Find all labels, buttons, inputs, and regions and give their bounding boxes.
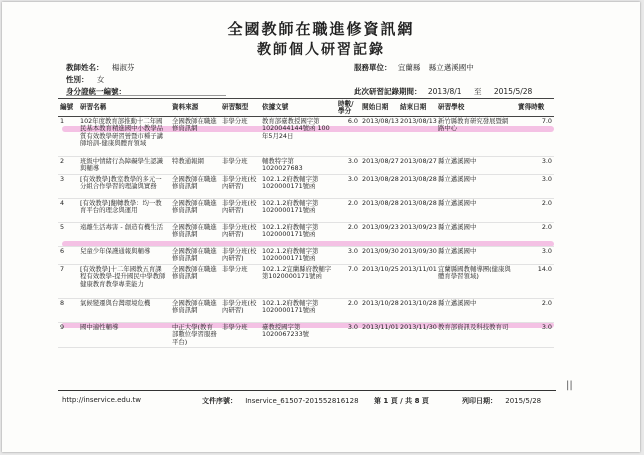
footer-serial	[202, 396, 359, 406]
cell-doc: 102.1.2府教輔字第1020000171號函	[260, 199, 336, 223]
teacher-gender: 女	[96, 75, 105, 84]
col-header-credit: 實得時數	[516, 99, 554, 117]
document-page	[2, 2, 640, 452]
cell-source: 全國教師在職進修資訊網	[170, 223, 220, 247]
cell-source: 中正大學(教育部數位學習服務平台)	[170, 323, 220, 348]
teacher-id-label: 身分證統一編號：	[66, 87, 126, 96]
cell-credit: 14.0	[516, 265, 554, 299]
record-period-sep: 至	[473, 87, 482, 96]
cell-hours: 3.0	[336, 323, 360, 348]
cell-school: 縣立邁溪國中	[436, 299, 516, 323]
cell-hours: 3.0	[336, 175, 360, 199]
cell-source: 全國教師在職進修資訊網	[170, 199, 220, 223]
cell-source: 全國教師在職進修資訊網	[170, 299, 220, 323]
cell-hours: 7.0	[336, 265, 360, 299]
service-unit-county: 宜蘭縣	[397, 63, 421, 72]
cell-source: 特教通報網	[170, 157, 220, 175]
cell-doc: 教育部臺教授國字第1020044144號函 100年5月24日	[260, 117, 336, 157]
cell-name: 班級中情緒行為障礙學生認識與輔導	[78, 157, 170, 175]
cell-start: 2013/08/13	[360, 117, 398, 157]
cell-school: 新竹縣教育研究發展暨網路中心	[436, 117, 516, 157]
cell-type: 非學分班	[220, 265, 260, 299]
col-header-start: 開始日期	[360, 99, 398, 117]
cell-type: 非學分班(校內研習)	[220, 299, 260, 323]
col-header-type: 研習類型	[220, 99, 260, 117]
table-row	[58, 265, 554, 299]
footer-print-date: 2015/5/28	[505, 397, 542, 405]
cell-start: 2013/08/27	[360, 157, 398, 175]
cell-end: 2013/08/28	[398, 199, 436, 223]
cell-school: 縣立邁溪國中	[436, 247, 516, 265]
table-row	[58, 323, 554, 348]
cell-type: 非學分班	[220, 117, 260, 157]
cell-no: 1	[58, 117, 78, 157]
cell-credit: 3.0	[516, 323, 554, 348]
table-row	[58, 157, 554, 175]
cell-no: 7	[58, 265, 78, 299]
cell-start: 2013/10/28	[360, 299, 398, 323]
cell-no: 8	[58, 299, 78, 323]
table-header-row	[58, 99, 554, 117]
cell-start: 2013/09/23	[360, 223, 398, 247]
cell-end: 2013/08/13	[398, 117, 436, 157]
footer-print-label: 列印日期：	[462, 397, 497, 405]
record-period-label: 此次研習記錄期間：	[354, 87, 422, 96]
cell-end: 2013/10/28	[398, 299, 436, 323]
cell-doc: 102.1.2府教輔字第1020000171號函	[260, 223, 336, 247]
cell-credit: 3.0	[516, 247, 554, 265]
cell-credit: 2.0	[516, 223, 554, 247]
cell-end: 2013/11/01	[398, 265, 436, 299]
cell-hours: 2.0	[336, 299, 360, 323]
col-header-name: 研習名稱	[78, 99, 170, 117]
footer-print	[462, 396, 541, 406]
teacher-name: 楊淑芬	[111, 63, 135, 72]
cell-school: 教育部資訊及科技教育司	[436, 323, 516, 348]
footer-serial-value: Inservice_61507-201552816128	[245, 397, 359, 405]
cell-hours: 3.0	[336, 157, 360, 175]
id-underline	[66, 95, 226, 96]
cell-source: 全國教師在職進修資訊網	[170, 265, 220, 299]
cell-school: 縣立邁溪國中	[436, 157, 516, 175]
cell-doc: 102.1.2宜蘭縣府教輔字第1020000171號函	[260, 265, 336, 299]
cell-no: 5	[58, 223, 78, 247]
page-title: 全國教師在職進修資訊網	[227, 20, 415, 38]
col-header-source: 資料來源	[170, 99, 220, 117]
cell-doc: 102.1.2府教輔字第1020000171號函	[260, 175, 336, 199]
cell-name: [有效教學]教室教學的多元一分組合作學習的理論與實務	[78, 175, 170, 199]
cell-school: 縣立邁溪國中	[436, 223, 516, 247]
col-header-doc: 依據文號	[260, 99, 336, 117]
record-period-end: 2015/5/28	[493, 87, 533, 96]
cell-name: 102年度教育部推動十二年國民基本教育精進國中小教學品質有效教學研習營暨市種子講師培訓-健康與體育領域	[78, 117, 170, 157]
cell-start: 2013/08/28	[360, 199, 398, 223]
teacher-name-label: 教師姓名：	[66, 63, 104, 72]
record-period-start: 2013/8/1	[427, 87, 462, 96]
cell-hours: 2.0	[336, 223, 360, 247]
cell-source: 全國教師在職進修資訊網	[170, 117, 220, 157]
cell-hours: 6.0	[336, 117, 360, 157]
cell-name: 氣候變遷與台灣環境危機	[78, 299, 170, 323]
table-row	[58, 223, 554, 247]
cell-school: 縣立邁溪國中	[436, 199, 516, 223]
cell-no: 6	[58, 247, 78, 265]
cell-no: 3	[58, 175, 78, 199]
table-row	[58, 299, 554, 323]
cell-end: 2013/08/27	[398, 157, 436, 175]
cell-name: 兒童少年保護通報與輔導	[78, 247, 170, 265]
cell-end: 2013/09/30	[398, 247, 436, 265]
page-subtitle: 教師個人研習記錄	[257, 42, 385, 58]
cell-doc: 102.1.2府教輔字第1020000171號函	[260, 299, 336, 323]
cell-start: 2013/11/01	[360, 323, 398, 348]
cell-source: 全國教師在職進修資訊網	[170, 175, 220, 199]
record-period-row	[354, 86, 532, 97]
cell-hours: 3.0	[336, 247, 360, 265]
cell-end: 2013/11/30	[398, 323, 436, 348]
teacher-name-row	[66, 62, 134, 73]
cell-credit: 2.0	[516, 199, 554, 223]
cell-start: 2013/10/25	[360, 265, 398, 299]
teacher-gender-row	[66, 74, 104, 85]
table-row	[58, 175, 554, 199]
cell-name: [有效教學]十二年國教五育課程有效教學-提升國民中學教師健康教育教學專業能力	[78, 265, 170, 299]
footer-page: 第 1 頁 / 共 8 頁	[374, 397, 429, 405]
cell-name: 遠離生活毒害 - 創造有機生活	[78, 223, 170, 247]
cell-type: 非學分班	[220, 323, 260, 348]
cell-school: 縣立邁溪國中	[436, 175, 516, 199]
footer-serial-label: 文件序號：	[202, 397, 237, 405]
cell-doc: 臺教授國字第1020067233號	[260, 323, 336, 348]
table-row	[58, 117, 554, 157]
cell-type: 非學分班	[220, 157, 260, 175]
footer-url[interactable]: http://inservice.edu.tw	[62, 396, 142, 404]
cell-credit: 3.0	[516, 157, 554, 175]
cell-credit: 2.0	[516, 299, 554, 323]
margin-pen-mark: ||	[566, 380, 573, 391]
cell-start: 2013/08/28	[360, 175, 398, 199]
cell-hours: 2.0	[336, 199, 360, 223]
footer-rule	[58, 390, 556, 391]
cell-type: 非學分班(校內研習)	[220, 199, 260, 223]
col-header-hours: 時數/學分	[336, 99, 360, 117]
col-header-no: 編號	[58, 99, 78, 117]
cell-credit: 7.0	[516, 117, 554, 157]
cell-no: 9	[58, 323, 78, 348]
cell-end: 2013/09/23	[398, 223, 436, 247]
service-unit-row	[354, 62, 474, 73]
teacher-gender-label: 性別：	[66, 75, 89, 84]
service-unit-school: 縣立邁溪國中	[428, 63, 474, 72]
cell-end: 2013/08/28	[398, 175, 436, 199]
cell-start: 2013/09/30	[360, 247, 398, 265]
table-row	[58, 247, 554, 265]
table-row	[58, 199, 554, 223]
training-records-table	[58, 98, 554, 348]
cell-name: [有效教學]翻轉教學：均一教育平台的理念與運用	[78, 199, 170, 223]
cell-source: 全國教師在職進修資訊網	[170, 247, 220, 265]
cell-doc: 輔教特字第1020027683	[260, 157, 336, 175]
service-unit-label: 服務單位：	[354, 63, 392, 72]
cell-no: 2	[58, 157, 78, 175]
cell-name: 國中適性輔導	[78, 323, 170, 348]
col-header-school: 研習學校	[436, 99, 516, 117]
cell-type: 非學分班(校內研習)	[220, 247, 260, 265]
cell-type: 非學分班(校內研習)	[220, 223, 260, 247]
cell-credit: 3.0	[516, 175, 554, 199]
col-header-end: 結束日期	[398, 99, 436, 117]
cell-no: 4	[58, 199, 78, 223]
cell-school: 宜蘭縣國教輔導團(健康與體育學習領域)	[436, 265, 516, 299]
cell-doc: 102.1.2府教輔字第1020000171號函	[260, 247, 336, 265]
cell-type: 非學分班(校內研習)	[220, 175, 260, 199]
